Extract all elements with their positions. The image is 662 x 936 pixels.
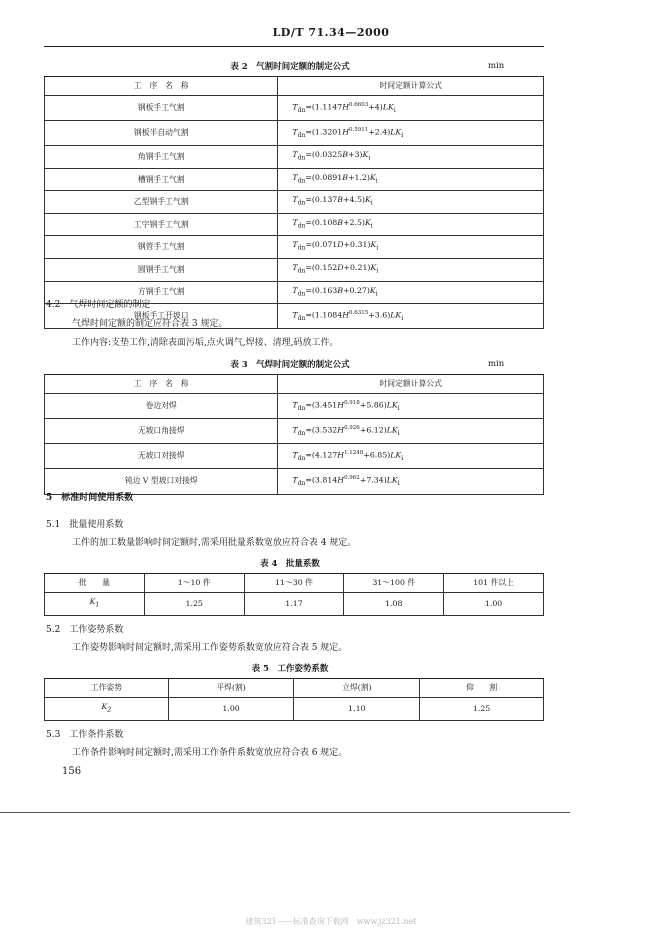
table2-process-name: 钢管手工气割 — [45, 236, 278, 259]
table2-formula: $T_{dn}=(0.163B+0.27)K_i$ — [278, 281, 544, 304]
table4-k1-label: $K_1$ — [45, 593, 145, 616]
table2-row — [45, 121, 544, 146]
table5-header-row — [45, 679, 544, 698]
table5-header-overhead: 仰 割 — [420, 679, 544, 698]
table5-k2-label: $K_2$ — [45, 698, 169, 721]
table2-process-name: 工字钢手工气割 — [45, 213, 278, 236]
table2-process-name: 方钢手工气割 — [45, 281, 278, 304]
table5-header-flat: 平焊(割) — [168, 679, 294, 698]
table3 — [44, 374, 544, 495]
table5-value-overhead: 1.25 — [420, 698, 544, 721]
table5-value-row — [45, 698, 544, 721]
page-number: 156 — [62, 766, 82, 777]
table2-formula: $T_{dn}=(0.137B+4.5)K_i$ — [278, 191, 544, 214]
watermark: 建筑321——标准查询下载网 www.jz321.net — [245, 917, 417, 926]
table2-process-name: 钢板半自动气割 — [45, 121, 278, 146]
table4-header-range3: 31～100 件 — [344, 574, 444, 593]
table3-caption: 表 3 气焊时间定额的制定公式 — [230, 360, 350, 370]
section-4-2-para1: 气焊时间定额的制定应符合表 3 规定。 — [72, 319, 228, 329]
table3-formula: $T_{dn}=(4.127H^{1.1248}+6.85)LK_i$ — [278, 444, 544, 469]
table2-formula: $T_{dn}=(0.0325B+3)K_i$ — [278, 146, 544, 169]
header-rule — [44, 46, 544, 47]
table2-formula: $T_{dn}=(0.152D+0.21)K_i$ — [278, 259, 544, 282]
table4-header-batch: 批 量 — [45, 574, 145, 593]
table3-header-process: 工 序 名 称 — [45, 375, 278, 394]
table4-header-range2: 11～30 件 — [244, 574, 344, 593]
table5 — [44, 678, 544, 721]
table4-header-range1: 1～10 件 — [144, 574, 244, 593]
section-4-2-para2: 工作内容:支垫工作,清除表面污垢,点火调气,焊接、清理,码放工件。 — [72, 338, 339, 348]
table2 — [44, 76, 544, 329]
table3-process-name: 无坡口对接焊 — [45, 444, 278, 469]
table3-row — [45, 394, 544, 419]
table2-formula: $T_{dn}=(1.1147H^{0.6603}+4)LK_i$ — [278, 96, 544, 121]
table2-row — [45, 236, 544, 259]
table5-value-flat: 1.00 — [168, 698, 294, 721]
table2-formula: $T_{dn}=(1.1084H^{0.6315}+3.6)LK_i$ — [278, 304, 544, 329]
table2-header-process: 工 序 名 称 — [45, 77, 278, 96]
section-4-2-title: 4.2 气焊时间定额的制定 — [46, 300, 151, 310]
table2-process-name: 钢板手工开坡口 — [45, 304, 278, 329]
table5-header-posture: 工作姿势 — [45, 679, 169, 698]
table5-value-vertical: 1.10 — [294, 698, 420, 721]
table2-process-name: 角钢手工气割 — [45, 146, 278, 169]
table4-value-1: 1.25 — [144, 593, 244, 616]
table3-header-formula: 时间定额计算公式 — [278, 375, 544, 394]
table4-header-row — [45, 574, 544, 593]
footer-rule — [0, 812, 570, 813]
table2-formula: $T_{dn}=(0.071D+0.31)K_i$ — [278, 236, 544, 259]
table2-row — [45, 96, 544, 121]
standard-code-header: LD/T 71.34—2000 — [272, 26, 390, 39]
section-5-2-para: 工作姿势影响时间定额时,需采用工作姿势系数宽放应符合表 5 规定。 — [72, 643, 348, 653]
table2-process-name: 乙型钢手工气割 — [45, 191, 278, 214]
section-5-3-title: 5.3 工作条件系数 — [46, 730, 124, 740]
table4-header-range4: 101 件以上 — [444, 574, 544, 593]
table2-process-name: 槽钢手工气割 — [45, 168, 278, 191]
table3-row — [45, 444, 544, 469]
table4-value-2: 1.17 — [244, 593, 344, 616]
section-5-title: 5 标准时间使用系数 — [46, 493, 134, 503]
table2-caption: 表 2 气割时间定额的制定公式 — [230, 62, 350, 72]
table3-row — [45, 419, 544, 444]
table2-formula: $T_{dn}=(1.3201H^{0.5911}+2.4)LK_i$ — [278, 121, 544, 146]
table3-formula: $T_{dn}=(3.451H^{0.918}+5.86)LK_i$ — [278, 394, 544, 419]
section-5-1-para: 工件的加工数量影响时间定额时,需采用批量系数宽放应符合表 4 规定。 — [72, 538, 357, 548]
table3-process-name: 无坡口角接焊 — [45, 419, 278, 444]
table4-value-3: 1.08 — [344, 593, 444, 616]
table2-row — [45, 168, 544, 191]
table2-header-formula: 时间定额计算公式 — [278, 77, 544, 96]
table4-caption: 表 4 批量系数 — [260, 559, 320, 569]
table3-formula: $T_{dn}=(3.814H^{0.962}+7.34)LK_i$ — [278, 469, 544, 494]
table4 — [44, 573, 544, 616]
table3-header-row — [45, 375, 544, 394]
section-5-3-para: 工作条件影响时间定额时,需采用工作条件系数宽放应符合表 6 规定。 — [72, 748, 348, 758]
table2-formula: $T_{dn}=(0.108B+2.5)K_i$ — [278, 213, 544, 236]
table5-caption: 表 5 工作姿势系数 — [251, 664, 329, 674]
table3-process-name: 卷边对焊 — [45, 394, 278, 419]
table4-value-4: 1.00 — [444, 593, 544, 616]
table2-row — [45, 191, 544, 214]
table3-unit: min — [488, 359, 505, 369]
section-5-1-title: 5.1 批量使用系数 — [46, 520, 124, 530]
table2-row — [45, 146, 544, 169]
table3-process-name: 钝边 V 型坡口对接焊 — [45, 469, 278, 494]
table2-row — [45, 213, 544, 236]
table2-process-name: 圆钢手工气割 — [45, 259, 278, 282]
table3-formula: $T_{dn}=(3.532H^{0.926}+6.12)LK_i$ — [278, 419, 544, 444]
table2-process-name: 钢板手工气割 — [45, 96, 278, 121]
table2-formula: $T_{dn}=(0.0891B+1.2)K_i$ — [278, 168, 544, 191]
table2-header-row — [45, 77, 544, 96]
table2-row — [45, 259, 544, 282]
table2-unit: min — [488, 61, 505, 71]
section-5-2-title: 5.2 工作姿势系数 — [46, 625, 124, 635]
table5-header-vertical: 立焊(割) — [294, 679, 420, 698]
table4-value-row — [45, 593, 544, 616]
